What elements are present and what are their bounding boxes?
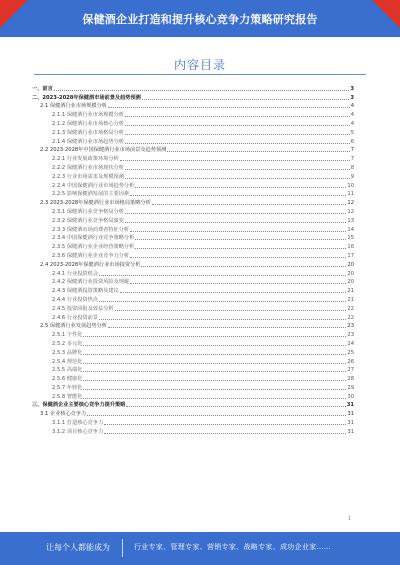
- toc-entry-label: 3.1.1 打造核心竞争力: [52, 420, 104, 427]
- toc-entry-label: 2.4.4 行业投资热点: [52, 296, 98, 303]
- toc-entry-page: 8: [350, 164, 354, 171]
- toc-leader-dots: [152, 204, 347, 205]
- toc-entry-label: 一、前言: [32, 85, 53, 92]
- toc-leader-dots: [130, 257, 346, 258]
- toc-entry-page: 4: [350, 112, 354, 119]
- toc-leader-dots: [115, 310, 347, 311]
- toc-leader-dots: [142, 99, 350, 100]
- toc-entry-page: 31: [346, 402, 354, 409]
- toc-entry-page: 7: [350, 147, 354, 154]
- toc-entry[interactable]: [32, 163, 354, 172]
- toc-entry-page: 16: [347, 244, 354, 251]
- toc-leader-dots: [130, 283, 346, 284]
- toc-entry[interactable]: [32, 278, 354, 287]
- toc-leader-dots: [130, 231, 346, 232]
- toc-entry-page: 23: [347, 332, 354, 339]
- toc-entry-label: 三、保健酒企业主要核心竞争力提升策略: [32, 402, 126, 409]
- toc-entry-label: 2.3.2 保健酒行业竞争格局演变: [52, 217, 124, 224]
- toc-entry[interactable]: [32, 357, 354, 366]
- toc-entry-page: 25: [347, 349, 354, 356]
- toc-entry[interactable]: [32, 225, 354, 234]
- toc-entry[interactable]: [32, 172, 354, 181]
- toc-leader-dots: [167, 151, 349, 152]
- toc-entry-label: 3.1.2 项目核心竞争力: [52, 428, 104, 435]
- toc-entry-label: 2.1.3 保健酒行业市场格局分析: [52, 129, 124, 136]
- toc-entry[interactable]: [32, 102, 354, 111]
- toc-leader-dots: [125, 169, 350, 170]
- toc-entry-label: 2.2.5 影响保健酒发展的主要因素: [52, 191, 130, 198]
- toc-leader-dots: [83, 336, 346, 337]
- toc-entry-page: 3: [350, 85, 354, 92]
- toc-entry-page: 14: [347, 226, 354, 233]
- page-marker: 1: [348, 516, 352, 522]
- toc-entry-page: 20: [347, 261, 354, 268]
- toc-entry-page: 3: [350, 94, 354, 101]
- table-of-contents: [32, 84, 354, 436]
- toc-entry-label: 2.5.1 个性化: [52, 332, 83, 339]
- toc-entry-page: 31: [347, 428, 354, 435]
- toc-entry-label: 2.2.3 行业市场需求及规模预测: [52, 173, 124, 180]
- toc-entry-page: 30: [347, 393, 354, 400]
- toc-entry[interactable]: [32, 234, 354, 243]
- toc-entry-label: 2.4.3 保健酒投资策略及建议: [52, 288, 119, 295]
- toc-entry-label: 2.1.1 保健酒行业市场规模分析: [52, 112, 124, 119]
- toc-leader-dots: [83, 354, 346, 355]
- toc-leader-dots: [125, 178, 350, 179]
- toc-entry-page: 9: [350, 173, 354, 180]
- toc-entry[interactable]: [32, 427, 354, 436]
- toc-entry-page: 29: [347, 384, 354, 391]
- footer-separator: [122, 539, 123, 557]
- toc-leader-dots: [83, 389, 346, 390]
- toc-leader-dots: [104, 433, 346, 434]
- report-header-banner: [0, 0, 400, 37]
- toc-entry[interactable]: [32, 409, 354, 418]
- toc-entry-page: 21: [347, 296, 354, 303]
- toc-entry-label: 2.5.6 健康化: [52, 376, 83, 383]
- toc-entry-label: 2.3.5 保健酒行业企业经营策略分析: [52, 244, 135, 251]
- toc-entry[interactable]: [32, 137, 354, 146]
- toc-entry-label: 二、2023-2028年保健酒市场前景及趋势预测: [32, 94, 141, 101]
- toc-entry-label: 2.2 2023-2028年中国保健酒行业市场前景及趋势预测: [40, 147, 167, 154]
- toc-entry-page: 31: [347, 411, 354, 418]
- toc-leader-dots: [125, 116, 350, 117]
- toc-entry-page: 24: [347, 340, 354, 347]
- toc-entry-label: 2.1.4 保健酒行业市场趋势分析: [52, 138, 124, 145]
- toc-entry[interactable]: [32, 286, 354, 295]
- toc-entry-label: 2.4.6 行业投资前景: [52, 314, 98, 321]
- toc-leader-dots: [125, 143, 350, 144]
- toc-entry-page: 4: [350, 103, 354, 110]
- toc-leader-dots: [125, 125, 350, 126]
- toc-leader-dots: [135, 248, 346, 249]
- toc-entry[interactable]: [32, 181, 354, 190]
- toc-entry[interactable]: [32, 366, 354, 375]
- toc-leader-dots: [87, 415, 346, 416]
- toc-entry-page: 15: [347, 235, 354, 242]
- toc-entry-page: 10: [347, 182, 354, 189]
- toc-entry-label: 2.2.4 中国保健酒行业市场趋势分析: [52, 182, 135, 189]
- toc-entry-label: 2.3.1 保健酒行业竞争格局分析: [52, 208, 124, 215]
- toc-entry[interactable]: [32, 295, 354, 304]
- toc-entry[interactable]: [32, 242, 354, 251]
- toc-entry-label: 2.3.3 保健酒市场消费者特征分析: [52, 226, 130, 233]
- toc-leader-dots: [83, 371, 346, 372]
- toc-entry-page: 7: [350, 156, 354, 163]
- toc-entry[interactable]: [32, 260, 354, 269]
- toc-entry[interactable]: [32, 190, 354, 199]
- toc-entry-page: 4: [350, 120, 354, 127]
- toc-entry[interactable]: [32, 216, 354, 225]
- toc-entry-label: 2.4.5 投资回报及效益分析: [52, 305, 114, 312]
- toc-entry[interactable]: [32, 93, 354, 102]
- toc-entry[interactable]: [32, 110, 354, 119]
- toc-entry-label: 2.3.6 保健酒行业企业竞争力分析: [52, 252, 130, 259]
- toc-entry-label: 2.5.4 规范化: [52, 358, 83, 365]
- toc-leader-dots: [120, 160, 350, 161]
- toc-leader-dots: [83, 398, 346, 399]
- toc-entry-page: 21: [347, 288, 354, 295]
- toc-entry-page: 17: [347, 252, 354, 259]
- toc-entry[interactable]: [32, 392, 354, 401]
- red-corner-flag-left: [0, 0, 28, 28]
- footer-banner: [0, 532, 400, 565]
- toc-entry[interactable]: [32, 119, 354, 128]
- toc-entry[interactable]: [32, 374, 354, 383]
- toc-leader-dots: [141, 266, 346, 267]
- toc-entry[interactable]: [32, 198, 354, 207]
- toc-entry-label: 2.5.3 品牌化: [52, 349, 83, 356]
- toc-leader-dots: [125, 213, 346, 214]
- footer-slogan-left: 让每个人都能成为: [46, 543, 110, 552]
- footer-slogan-right: 行业专家、管理专家、营销专家、战略专家、成功企业家……: [134, 543, 332, 551]
- toc-entry-label: 2.5 保健酒行业发展趋势分析: [40, 323, 107, 330]
- toc-entry[interactable]: [32, 269, 354, 278]
- toc-entry-page: 22: [347, 314, 354, 321]
- toc-entry-page: 11: [347, 191, 354, 198]
- toc-entry[interactable]: [32, 401, 354, 410]
- toc-leader-dots: [54, 90, 350, 91]
- toc-heading: 内容目录: [173, 58, 226, 72]
- toc-entry-label: 2.5.2 多元化: [52, 340, 83, 347]
- toc-entry-label: 2.2.1 行业发展政策环境分析: [52, 156, 119, 163]
- toc-entry-label: 2.4 2023-2028年保健酒行业市场投资分析: [40, 261, 141, 268]
- toc-entry-page: 20: [347, 270, 354, 277]
- toc-entry-label: 2.1.2 保健酒行业市场核心分析: [52, 120, 124, 127]
- toc-entry[interactable]: [32, 313, 354, 322]
- toc-leader-dots: [104, 424, 346, 425]
- toc-leader-dots: [125, 222, 346, 223]
- toc-entry-label: 2.4.1 行业投资机会: [52, 270, 98, 277]
- toc-entry-label: 2.5.7 年轻化: [52, 384, 83, 391]
- toc-entry[interactable]: [32, 348, 354, 357]
- toc-entry[interactable]: [32, 251, 354, 260]
- toc-entry[interactable]: [32, 322, 354, 331]
- toc-entry[interactable]: [32, 154, 354, 163]
- toc-leader-dots: [99, 275, 346, 276]
- toc-entry[interactable]: [32, 418, 354, 427]
- toc-divider: [34, 74, 366, 75]
- toc-entry-label: 2.5.8 智能化: [52, 393, 83, 400]
- toc-leader-dots: [135, 187, 346, 188]
- toc-entry-label: 2.2.2 保健酒行业市场现状分析: [52, 164, 124, 171]
- toc-entry-label: 2.3 2023-2028年保健酒行业市场格局策略分析: [40, 200, 151, 207]
- toc-leader-dots: [99, 319, 346, 320]
- toc-entry[interactable]: [32, 383, 354, 392]
- toc-entry-label: 2.3.4 中国保健酒行业竞争策略分析: [52, 235, 135, 242]
- toc-leader-dots: [135, 239, 346, 240]
- toc-entry-page: 20: [347, 279, 354, 286]
- toc-entry[interactable]: [32, 339, 354, 348]
- toc-entry-page: 13: [347, 217, 354, 224]
- toc-leader-dots: [120, 292, 347, 293]
- red-corner-flag-right: [372, 0, 400, 28]
- toc-entry[interactable]: [32, 330, 354, 339]
- toc-entry-page: 27: [347, 367, 354, 374]
- toc-leader-dots: [99, 301, 346, 302]
- toc-entry-page: 6: [350, 138, 354, 145]
- toc-leader-dots: [108, 327, 346, 328]
- toc-entry-page: 23: [347, 323, 354, 330]
- toc-leader-dots: [125, 134, 350, 135]
- toc-entry[interactable]: [32, 84, 354, 93]
- toc-entry[interactable]: [32, 207, 354, 216]
- toc-leader-dots: [130, 195, 346, 196]
- toc-entry-page: 31: [347, 420, 354, 427]
- toc-entry-label: 2.5.5 高端化: [52, 367, 83, 374]
- report-title: 保健酒企业打造和提升核心竞争力策略研究报告: [82, 12, 318, 26]
- toc-entry[interactable]: [32, 304, 354, 313]
- toc-entry-label: 2.4.2 保健酒行业投资风险及规避: [52, 279, 130, 286]
- toc-entry-page: 12: [347, 208, 354, 215]
- toc-entry-label: 2.1 保健酒行业市场规模分析: [40, 103, 107, 110]
- toc-entry-page: 12: [347, 200, 354, 207]
- toc-entry[interactable]: [32, 146, 354, 155]
- toc-entry-page: 5: [350, 129, 354, 136]
- toc-entry-label: 3.1 企业核心竞争力: [40, 411, 87, 418]
- toc-entry[interactable]: [32, 128, 354, 137]
- toc-entry-page: 26: [347, 358, 354, 365]
- toc-leader-dots: [108, 107, 350, 108]
- toc-leader-dots: [83, 345, 346, 346]
- toc-leader-dots: [83, 363, 346, 364]
- toc-leader-dots: [126, 406, 345, 407]
- toc-entry-page: 28: [347, 376, 354, 383]
- toc-entry-page: 22: [347, 305, 354, 312]
- toc-leader-dots: [83, 380, 346, 381]
